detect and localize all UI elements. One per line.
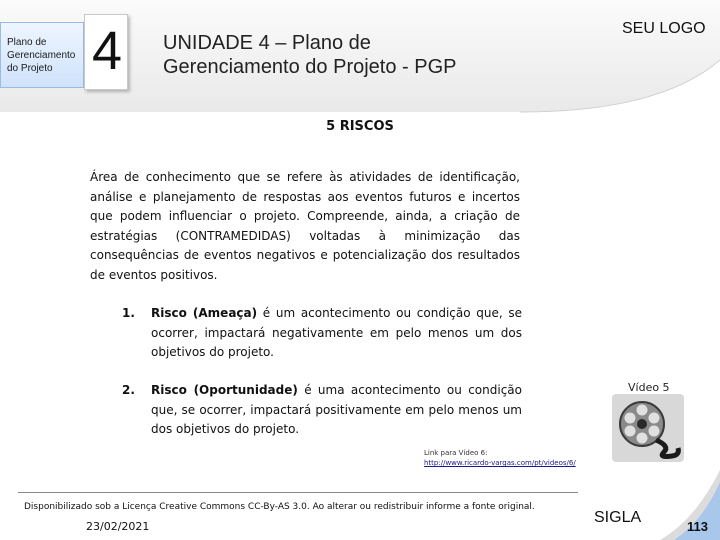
video-label: Vídeo 5: [628, 381, 670, 394]
list-text: é uma acontecimento ou condição que, se ocorrer, impactará positivamente em pelo menos um dos objetivos do projeto.: [151, 383, 522, 436]
video-link[interactable]: http://www.ricardo-vargas.com/pt/videos/6/: [424, 459, 576, 467]
risk-definition-list: [122, 304, 522, 363]
risk-definition-list-2: [122, 381, 522, 440]
film-reel-icon[interactable]: [612, 394, 684, 462]
section-title: 5 RISCOS: [326, 119, 394, 134]
list-number: 2.: [122, 383, 135, 397]
unit-title-line2: Gerenciamento do Projeto - PGP: [163, 56, 457, 78]
list-item-threat: [122, 304, 522, 363]
list-term: Risco (Ameaça): [151, 306, 258, 320]
unit-number-tab: [84, 14, 128, 90]
list-text: é um acontecimento ou condição que, se ocorrer, impactará negativamente em pelo menos um dos objetivos do projeto.: [151, 306, 522, 359]
logo-text: SEU LOGO: [622, 20, 706, 37]
license-text: Disponibilizado sob a Licença Creative Commons CC-By-AS 3.0. Ao alterar ou redistribuir informe a fonte original.: [24, 502, 535, 512]
footer-divider: [18, 492, 578, 493]
footer-sigla: SIGLA: [594, 509, 642, 526]
intro-paragraph: Área de conhecimento que se refere às atividades de identificação, análise e planejamento de respostas aos eventos futuros e incertos que podem influenciar o projeto. Compreende, ainda, a criação de estratégias (CONTRAMEDIDAS) voltadas à minimização das consequências de eventos negativos e potencialização dos resultados de eventos positivos.: [90, 170, 520, 282]
unit-title: [163, 31, 456, 79]
unit-number: 4: [91, 21, 123, 81]
list-number: 1.: [122, 306, 135, 320]
unit-title-line1: UNIDADE 4 – Plano de: [163, 32, 371, 54]
page-number: 113: [687, 519, 708, 534]
unit-box-label: Plano de Gerenciamento do Projeto: [7, 37, 76, 74]
video-link-label: Link para Vídeo 6:: [424, 449, 488, 457]
list-item-opportunity: [122, 381, 522, 440]
unit-label-box: [0, 22, 84, 88]
list-term: Risco (Oportunidade): [151, 383, 298, 397]
footer-date: 23/02/2021: [86, 520, 150, 533]
